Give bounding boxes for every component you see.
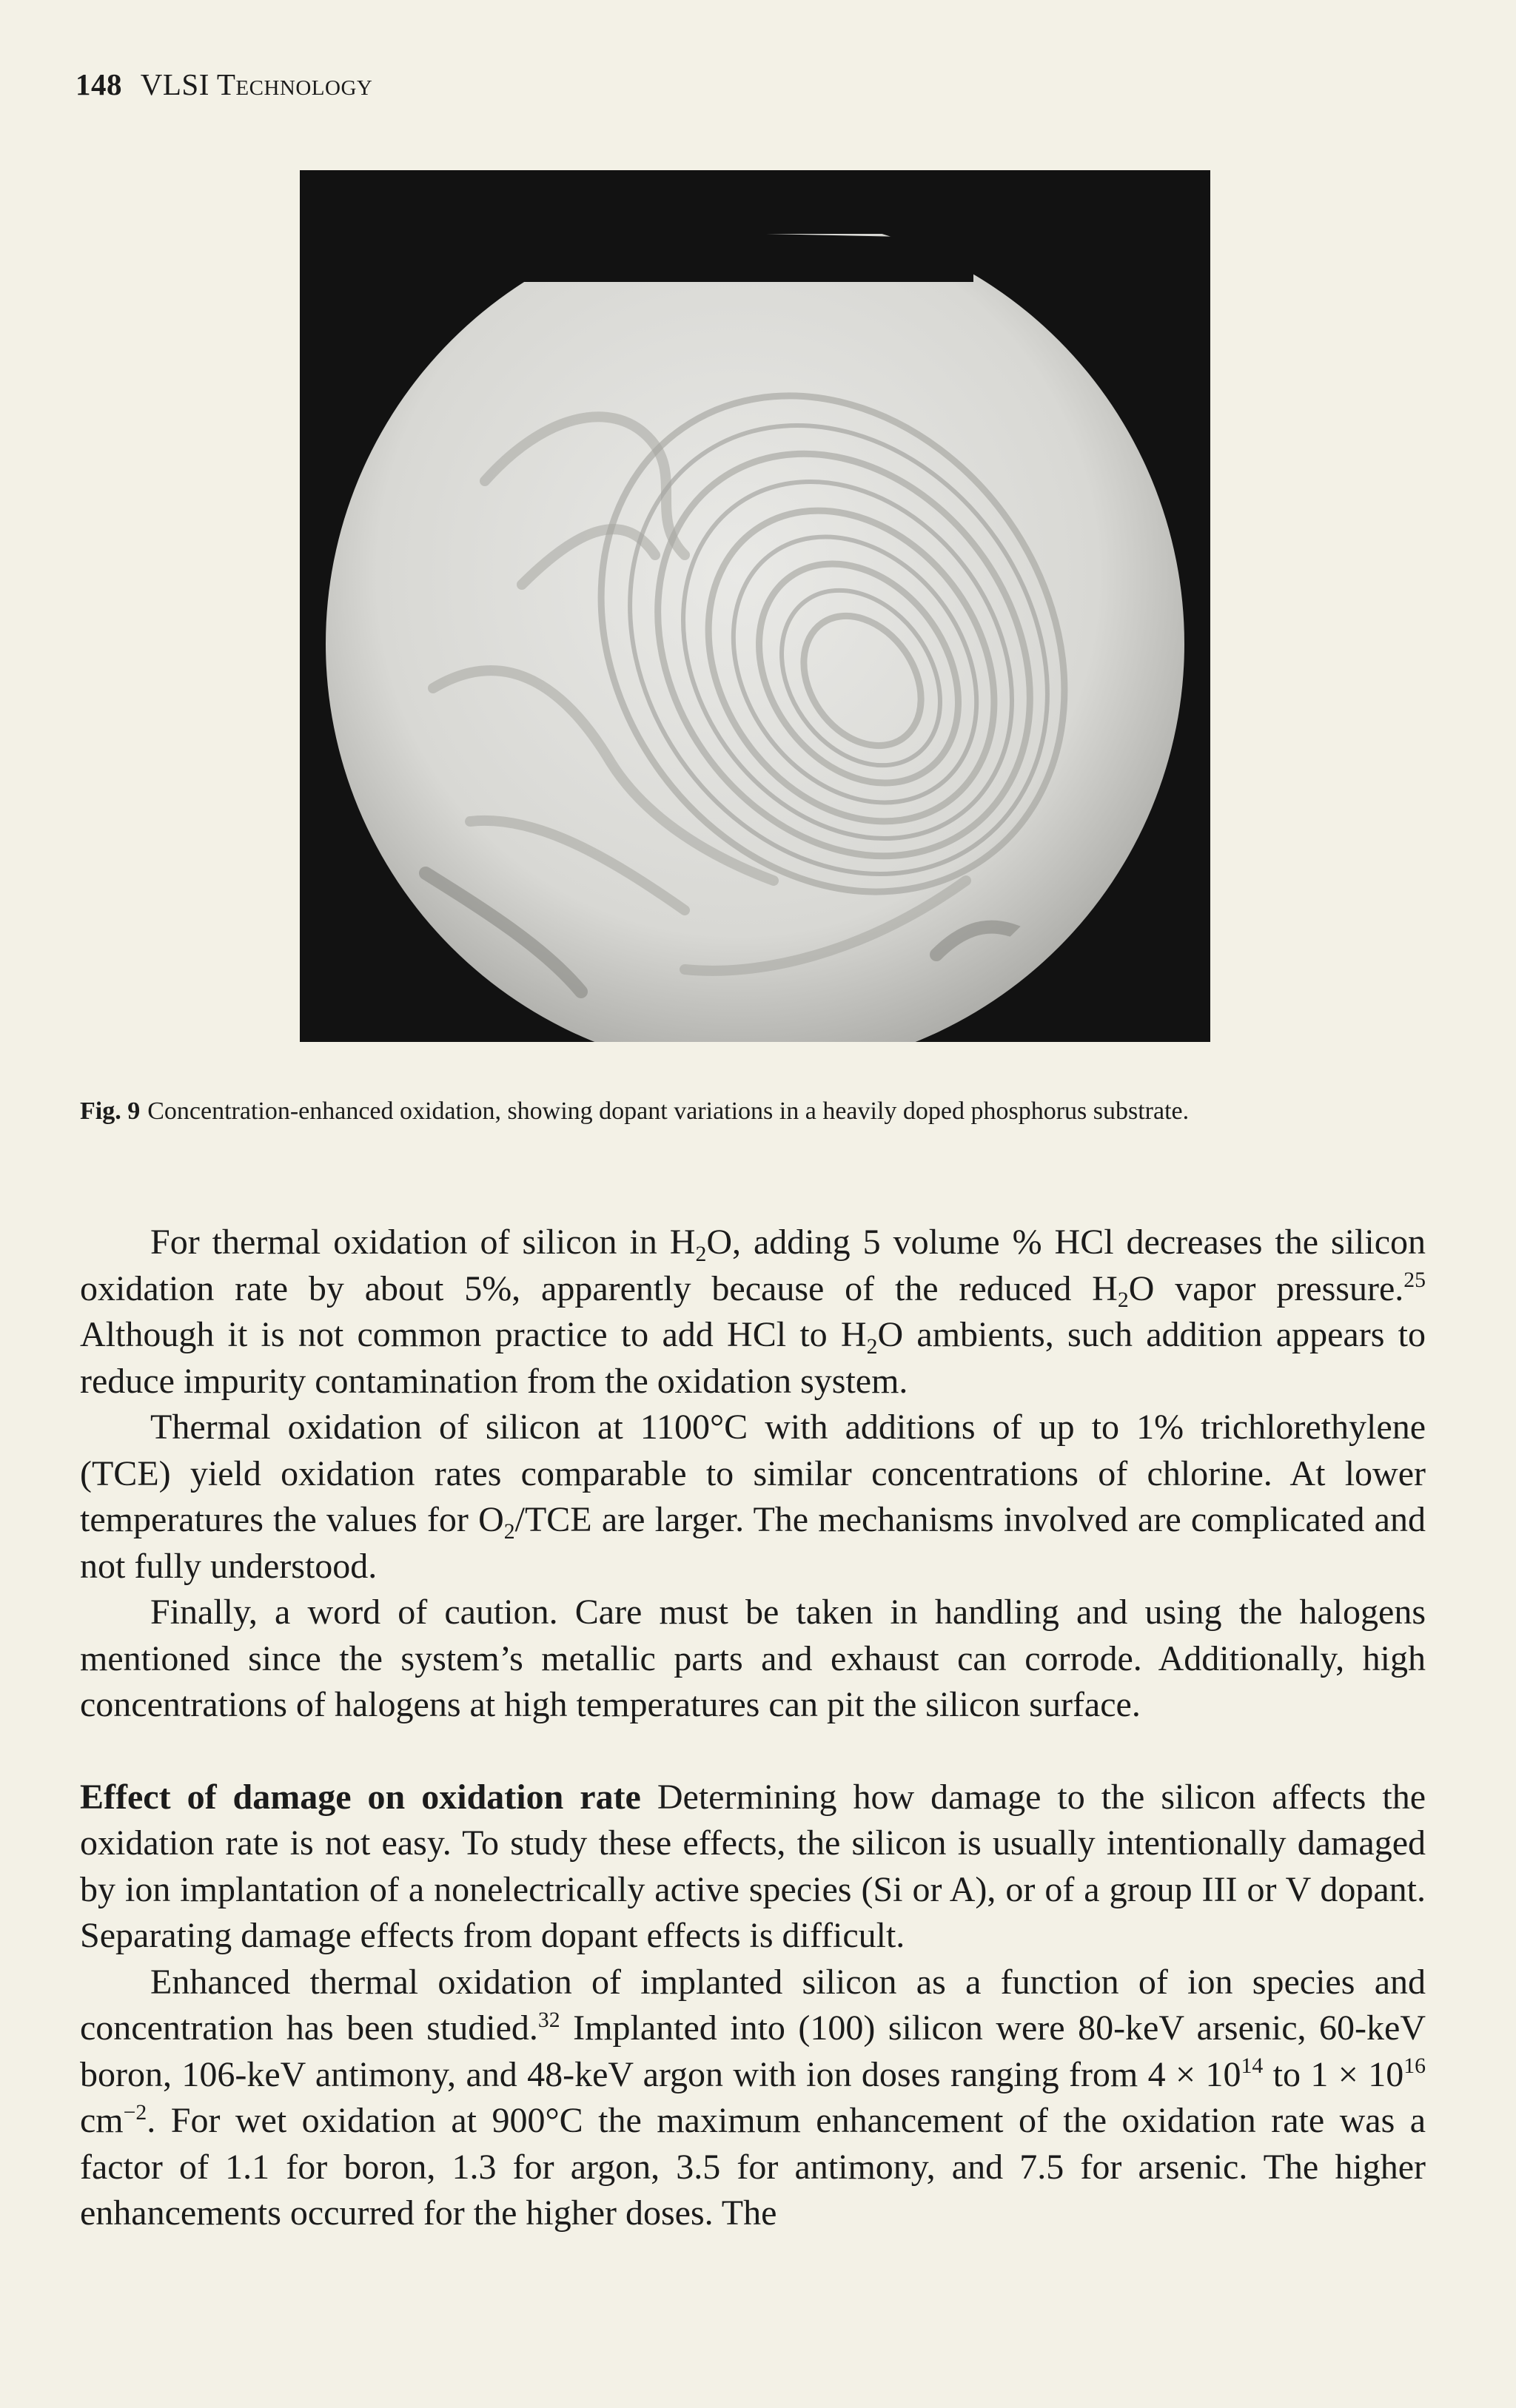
paragraph [80, 1220, 1426, 1405]
running-head [76, 67, 372, 102]
text-run: /TCE are larger. The mechanisms involved are complicated and not fully understood. [80, 1500, 1426, 1586]
body-text [80, 1220, 1426, 2237]
subscript: 2 [503, 1519, 515, 1544]
exponent: −2 [123, 2099, 147, 2125]
text-run: O vapor pressure. [1128, 1268, 1404, 1308]
page-number: 148 [76, 67, 122, 101]
text-run: Although it is not common practice to add HCl to H [80, 1315, 867, 1354]
section-heading: Effect of damage on oxidation rate [80, 1777, 641, 1817]
figure-caption-text: Concentration-enhanced oxidation, showing dopant variations in a heavily doped phosphorus substrate. [147, 1097, 1190, 1125]
text-run: Enhanced thermal oxidation of implanted silicon as a function of ion species and concentration has been studied. [80, 1962, 1426, 2048]
text-run: O, adding 5 volume % HCl decreases the silicon oxidation rate by about 5%, apparently because of the reduced H [80, 1223, 1426, 1308]
subscript: 2 [866, 1334, 878, 1359]
paragraph [80, 1775, 1426, 1960]
text-run: cm [80, 2101, 124, 2140]
reference-number: 25 [1403, 1268, 1426, 1293]
running-title: VLSI Technology [140, 67, 373, 101]
exponent: 14 [1241, 2054, 1264, 2079]
paragraph [80, 1405, 1426, 1590]
subscript: 2 [695, 1241, 707, 1266]
text-run: O ambients, such addition appears to reduce impurity contamination from the oxidation system. [80, 1315, 1426, 1401]
reference-number: 32 [537, 2007, 560, 2032]
text-run: Implanted into (100) silicon were 80-keV arsenic, 60-keV boron, 106-keV antimony, and 48-keV argon with ion doses ranging from 4 × 10 [80, 2008, 1426, 2094]
text-run: to 1 × 10 [1263, 2054, 1404, 2094]
paragraph: Finally, a word of caution. Care must be taken in handling and using the halogens mentioned since the system’s metallic parts and exhaust can corrode. Additionally, high concentrations of halogens at high temperatures can pit the silicon surface. [80, 1593, 1426, 1724]
figure-caption [80, 1094, 1431, 1129]
text-run: For thermal oxidation of silicon in H [150, 1223, 696, 1262]
paragraph [80, 1960, 1426, 2237]
exponent: 16 [1403, 2054, 1426, 2079]
figure-label: Fig. 9 [80, 1097, 141, 1125]
wafer-photograph [300, 170, 1210, 1042]
text-run: Determining how damage to the silicon affects the oxidation rate is not easy. To study these effects, the silicon is usually intentionally damaged by ion implantation of a nonelectrically active species (Si or A), or of a group III or V dopant. Separating damage effects from dopant effects is difficult. [80, 1777, 1426, 1955]
text-run: Thermal oxidation of silicon at 1100°C with additions of up to 1% trichlorethylene (TCE) yield oxidation rates comparable to similar concentrations of chlorine. At lower temperatures the values for O [80, 1408, 1426, 1539]
text-run: . For wet oxidation at 900°C the maximum enhancement of the oxidation rate was a factor of 1.1 for boron, 1.3 for argon, 3.5 for antimony, and 7.5 for arsenic. The higher enhancements occurred for the higher doses. The [80, 2101, 1426, 2233]
subscript: 2 [1117, 1288, 1129, 1313]
